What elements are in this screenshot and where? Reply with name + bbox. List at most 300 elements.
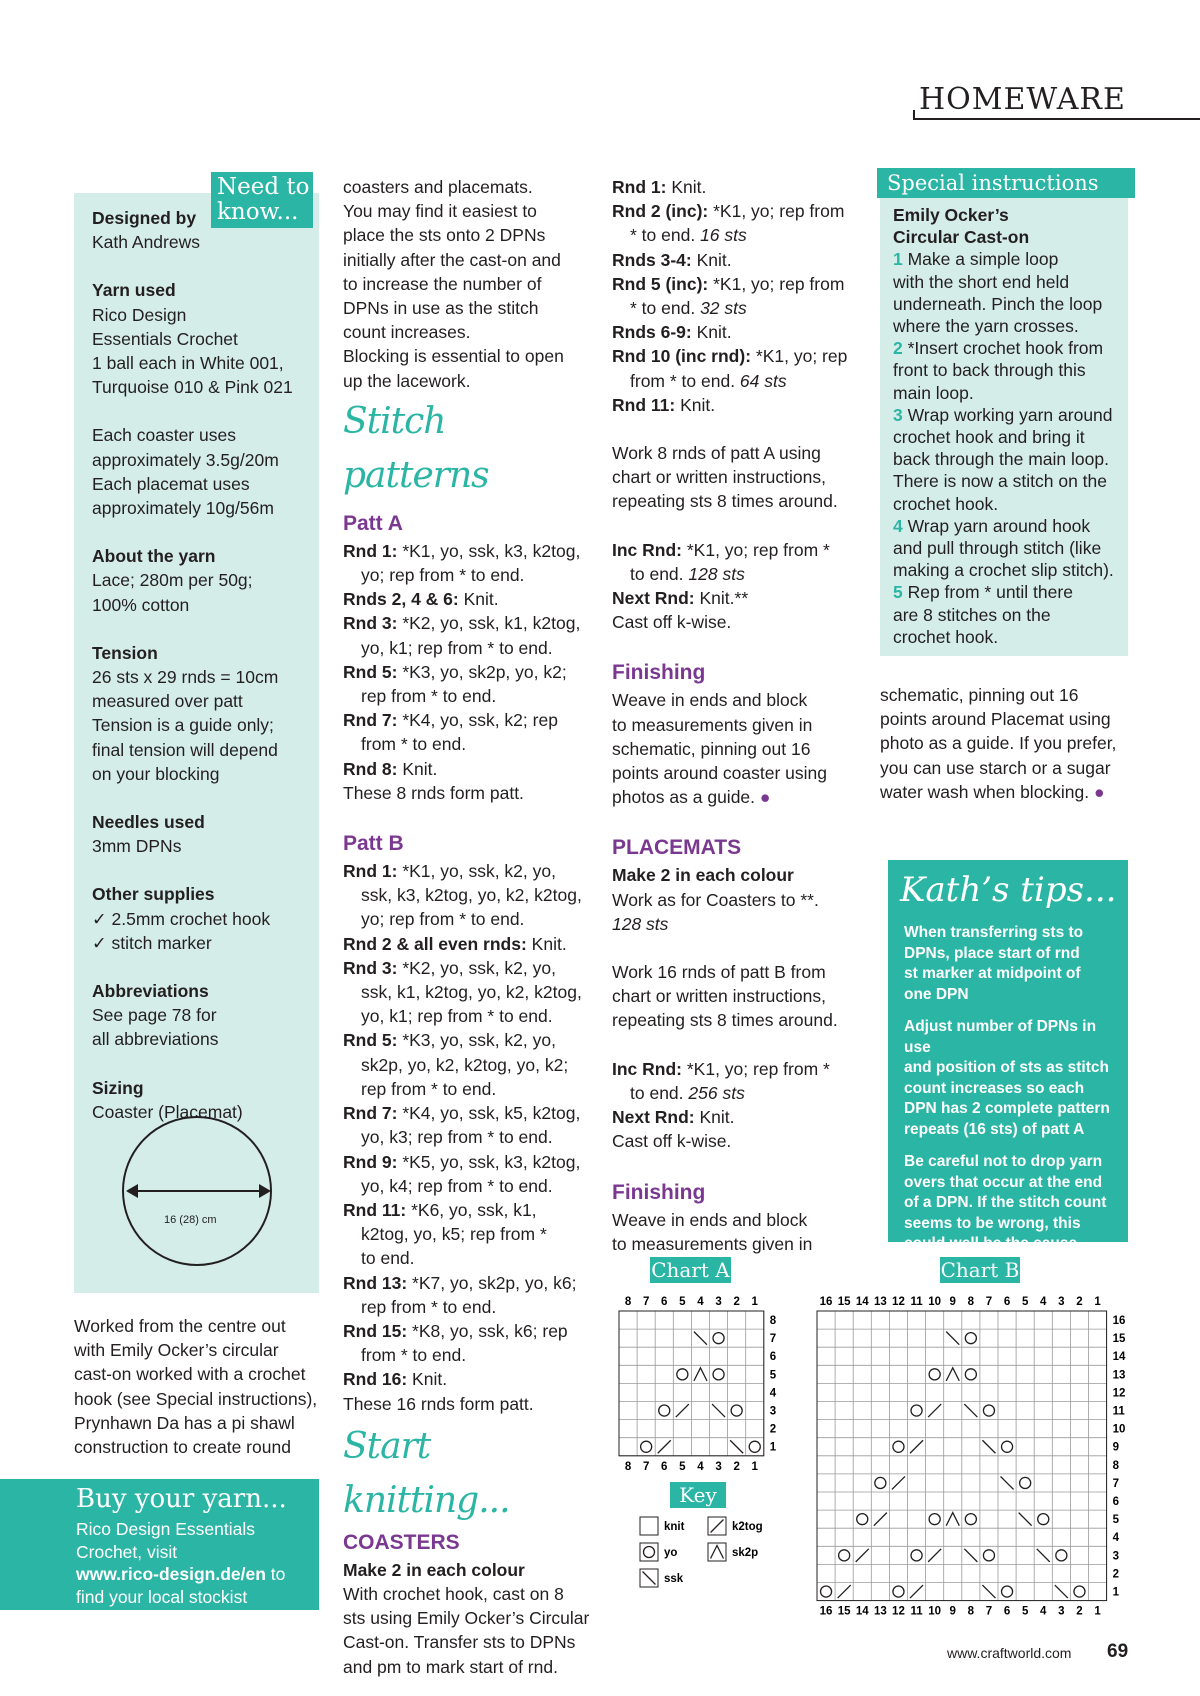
- pattern-row-label: Rnds 3-4:: [612, 249, 692, 270]
- chart-b-col-label: 9: [949, 1605, 956, 1618]
- pattern-row-text: Knit.: [458, 589, 499, 610]
- pattern-row-label: Rnd 5:: [343, 1030, 398, 1051]
- placemats-sts: 128 sts: [612, 913, 669, 934]
- buy-line: find your local stockist: [76, 1586, 248, 1607]
- footer-url[interactable]: www.craftworld.com: [947, 1645, 1072, 1661]
- cast-off: Cast off k-wise.: [612, 612, 732, 633]
- col4-line: you can use starch or a sugar: [880, 757, 1111, 778]
- chart-b-tab: Chart B: [940, 1258, 1020, 1282]
- chart-a-col-label: 7: [642, 1296, 650, 1308]
- pattern-row-continuation-text: yo, k1; rep from * to end.: [361, 637, 553, 658]
- special-step-text: main loop.: [893, 382, 974, 403]
- chart-b-col-label: 8: [967, 1605, 975, 1618]
- next2-label: Next Rnd:: [612, 1107, 695, 1128]
- special-step-text: crochet hook.: [893, 626, 999, 647]
- chart-b-row-label: 14: [1112, 1351, 1126, 1364]
- tip-line: Be careful not to drop yarn: [904, 1153, 1103, 1170]
- special-step-text: are 8 stitches on the: [893, 604, 1051, 625]
- pattern-row-continuation-text: rep from * to end.: [361, 1296, 497, 1317]
- chart-a-stitch-yo: [713, 1333, 724, 1344]
- chart-b-stitch-ssk: [946, 1332, 959, 1345]
- coasters-line: With crochet hook, cast on 8: [343, 1583, 564, 1604]
- col4-line: points around Placemat using: [880, 709, 1111, 730]
- tension-line: measured over patt: [92, 691, 243, 712]
- pattern-row-continuation-text: to end.: [361, 1248, 415, 1269]
- sizing: Coaster (Placemat): [92, 1101, 243, 1122]
- chart-b-col-label: 4: [1040, 1296, 1047, 1308]
- pattern-row-label: Rnd 1:: [343, 540, 398, 561]
- chart-b-stitch-ssk: [964, 1404, 977, 1417]
- chart-a-col-label: 5: [679, 1460, 686, 1473]
- intro-line: hook (see Special instructions),: [74, 1388, 318, 1409]
- pattern-row-label: Rnd 2 (inc):: [612, 201, 709, 222]
- inc2-cont: to end.: [630, 1082, 689, 1103]
- chart-b-row-label: 8: [1112, 1459, 1120, 1472]
- chart-b-stitch-yo: [965, 1514, 976, 1525]
- chart-b-col-label: 2: [1076, 1296, 1083, 1308]
- chart-a-col-label: 4: [697, 1460, 704, 1473]
- chart-b-stitch-yo: [1020, 1477, 1031, 1488]
- tension-label: Tension: [92, 642, 158, 663]
- pattern-row-text: Knit.: [675, 394, 716, 415]
- stitch-count: 64 sts: [739, 370, 787, 391]
- chart-b-stitch-k2tog: [856, 1549, 869, 1562]
- buy-line: Rico Design Essentials: [76, 1519, 255, 1539]
- pattern-row-text: *K3, yo, ssk, k2, yo,: [397, 1030, 556, 1051]
- key-symbol-yo: [643, 1546, 654, 1557]
- chart-b-col-label: 14: [855, 1296, 869, 1308]
- special-step-number: 5: [893, 582, 903, 603]
- pattern-row-text: *K4, yo, ssk, k5, k2tog,: [397, 1103, 581, 1124]
- chart-b-stitch-ssk: [1037, 1549, 1050, 1562]
- chart-a-col-label: 2: [733, 1296, 740, 1308]
- chart-b-stitch-k2tog: [928, 1549, 941, 1562]
- coasters-line: Cast-on. Transfer sts to DPNs: [343, 1632, 576, 1653]
- chart-b-stitch-ssk: [1019, 1513, 1032, 1526]
- finishing-title: Finishing: [612, 661, 706, 685]
- tip-line: overs that occur at the end: [904, 1173, 1103, 1191]
- chart-b-stitch-yo: [1074, 1586, 1085, 1597]
- pattern-row-text: Knit.: [397, 758, 438, 779]
- chart-b-col-label: 12: [892, 1605, 905, 1618]
- finishing-2-title: Finishing: [612, 1180, 706, 1204]
- pattern-row-text: Knit.: [691, 322, 732, 343]
- col3-line: Work 8 rnds of patt A using: [612, 443, 821, 464]
- chart-b-col-label: 14: [855, 1605, 869, 1618]
- chart-a-col-label: 3: [715, 1296, 722, 1308]
- chart-a-stitch-yo: [659, 1405, 670, 1416]
- yarn-line: Essentials Crochet: [92, 328, 238, 349]
- chart-b-stitch-ssk: [982, 1585, 995, 1598]
- chart-a-col-label: 2: [733, 1460, 740, 1473]
- placemats-title: PLACEMATS: [612, 836, 742, 860]
- special-step-text: where the yarn crosses.: [893, 316, 1079, 337]
- chart-a-stitch-yo: [641, 1441, 652, 1452]
- pattern-row-continuation-text: from * to end.: [361, 734, 467, 755]
- chart-b-stitch-yo: [983, 1550, 994, 1561]
- pattern-row-continuation-text: yo, k4; rep from * to end.: [361, 1175, 553, 1196]
- about-line: Lace; 280m per 50g;: [92, 570, 253, 591]
- special-step-text: Wrap working yarn around: [902, 404, 1113, 425]
- tension-line: final tension will depend: [92, 739, 278, 760]
- patt-b-title: Patt B: [343, 832, 404, 856]
- key-symbol-ssk: [643, 1572, 656, 1585]
- finishing-line: to measurements given in: [612, 714, 813, 735]
- chart-b-col-label: 9: [949, 1296, 956, 1308]
- chart-b-stitch-ssk: [982, 1440, 995, 1453]
- patt-a-closing: These 8 rnds form patt.: [343, 782, 524, 803]
- special-step-text: making a crochet slip stitch).: [893, 560, 1114, 581]
- stitch-count: 32 sts: [700, 298, 747, 319]
- pattern-row-text: *K1, yo; rep: [751, 346, 848, 367]
- chart-b-col-label: 15: [837, 1605, 851, 1618]
- chart-b-col-label: 4: [1040, 1605, 1047, 1618]
- chart-a-row-label: 4: [769, 1387, 777, 1400]
- chart-b-stitch-k2tog: [838, 1585, 851, 1598]
- chart-b-row-label: 1: [1112, 1586, 1120, 1599]
- chart-a-col-label: 6: [661, 1460, 668, 1473]
- special-step-text: with the short end held: [893, 271, 1070, 292]
- inc2-label: Inc Rnd:: [612, 1058, 682, 1079]
- supply-item: ✓ 2.5mm crochet hook: [92, 908, 271, 929]
- section-title: HOMEWARE: [919, 82, 1126, 117]
- pattern-row-continuation-text: from * to end.: [361, 1345, 467, 1366]
- pattern-row-label: Rnd 13:: [343, 1272, 408, 1293]
- chart-b-col-label: 7: [985, 1296, 993, 1308]
- col3-line: chart or written instructions,: [612, 986, 826, 1007]
- usage-line: Each coaster uses: [92, 425, 236, 446]
- designed-by-label: Designed by: [92, 208, 197, 228]
- chart-b-col-label: 1: [1094, 1296, 1101, 1308]
- pattern-row-continuation-text: sk2p, yo, k2, k2tog, yo, k2;: [361, 1054, 569, 1075]
- special-step-text: crochet hook.: [893, 493, 999, 514]
- finishing-line: points around coaster using: [612, 763, 827, 784]
- tip-line: Adjust number of DPNs in use: [904, 1018, 1097, 1056]
- chart-b-stitch-k2tog: [874, 1513, 887, 1526]
- key-label: k2tog: [732, 1521, 763, 1533]
- chart-a-stitch-yo: [713, 1369, 724, 1380]
- pattern-row-continuation-text: rep from * to end.: [361, 1078, 497, 1099]
- chart-b-col-label: 16: [819, 1296, 833, 1308]
- pattern-row-label: Rnd 15:: [343, 1320, 408, 1341]
- chart-b-row-label: 16: [1112, 1315, 1126, 1328]
- pattern-row-text: Knit.: [691, 249, 732, 270]
- key-label: yo: [664, 1547, 678, 1559]
- chart-b-row-label: 13: [1112, 1369, 1126, 1382]
- chart-b-stitch-ssk: [1055, 1585, 1068, 1598]
- special-step-text: front to back through this: [893, 360, 1086, 381]
- key-box: [640, 1517, 658, 1535]
- chart-a-stitch-ssk: [712, 1404, 725, 1417]
- special-title-line: Emily Ocker’s: [893, 205, 1009, 225]
- chart-b-stitch-yo: [1038, 1514, 1049, 1525]
- stitch-count: 16 sts: [700, 225, 747, 246]
- buy-line: Crochet, visit: [76, 1541, 178, 1562]
- pattern-row-label: Rnd 5:: [343, 661, 398, 682]
- chart-b-col-label: 15: [837, 1296, 851, 1308]
- special-step-number: 3: [893, 404, 903, 425]
- needles: 3mm DPNs: [92, 836, 182, 857]
- chart-b-col-label: 10: [928, 1296, 942, 1308]
- chart-a-stitch-yo: [731, 1405, 742, 1416]
- chart-a-row-label: 7: [769, 1333, 777, 1346]
- special-step-text: There is now a stitch on the: [893, 471, 1107, 492]
- pattern-row-label: Rnd 7:: [343, 710, 398, 731]
- special-step-number: 2: [893, 338, 903, 359]
- chart-a-col-label: 8: [624, 1296, 632, 1308]
- inc2-text: *K1, yo; rep from *: [682, 1058, 830, 1079]
- schematic-label: 16 (28) cm: [164, 1214, 217, 1226]
- chart-a-col-label: 7: [642, 1460, 650, 1473]
- chart-b-row-label: 3: [1112, 1550, 1120, 1563]
- chart-b-col-label: 5: [1021, 1605, 1029, 1618]
- tip-line: and position of sts as stitch: [904, 1059, 1109, 1076]
- finishing-line: photos as a guide.: [612, 787, 756, 808]
- special-step-number: 4: [893, 515, 903, 536]
- tip-line: DPNs, place start of rnd: [904, 944, 1080, 962]
- chart-b-stitch-k2tog: [892, 1476, 905, 1489]
- special-step-text: Wrap yarn around hook: [902, 515, 1091, 536]
- chart-b-col-label: 3: [1058, 1605, 1065, 1618]
- chart-b-stitch-k2tog: [910, 1440, 923, 1453]
- chart-b-stitch-yo: [965, 1369, 976, 1380]
- chart-a-stitch-yo: [749, 1441, 760, 1452]
- pattern-row-text: *K2, yo, ssk, k2, yo,: [397, 957, 556, 978]
- patt-a-title: Patt A: [343, 511, 403, 535]
- chart-b-col-label: 6: [1003, 1296, 1011, 1308]
- chart-b-col-label: 5: [1021, 1296, 1029, 1308]
- sizing-label: Sizing: [92, 1077, 144, 1098]
- col2-line: coasters and placemats.: [343, 177, 533, 197]
- rico-link[interactable]: www.rico-design.de/en: [76, 1564, 266, 1584]
- chart-a-col-label: 3: [715, 1460, 722, 1473]
- chart-a-stitch-k2tog: [676, 1404, 689, 1417]
- col4-line: schematic, pinning out 16: [880, 685, 1079, 705]
- chart-b-row-label: 4: [1112, 1532, 1120, 1545]
- chart-b-col-label: 10: [928, 1605, 942, 1618]
- pattern-row-text: Knit.: [526, 933, 567, 954]
- col3-line: repeating sts 8 times around.: [612, 491, 838, 512]
- pattern-row-continuation-text: * to end.: [630, 225, 701, 246]
- chart-b-stitch-k2tog: [910, 1585, 923, 1598]
- chart-b-col-label: 8: [967, 1296, 975, 1308]
- chart-a-row-label: 3: [769, 1405, 777, 1418]
- chart-b-stitch-yo: [965, 1333, 976, 1344]
- chart-a-row-label: 1: [769, 1441, 777, 1454]
- col2-line: place the sts onto 2 DPNs: [343, 225, 546, 246]
- yarn-line: Turquoise 010 & Pink 021: [92, 377, 293, 398]
- usage-line: Each placemat uses: [92, 473, 250, 494]
- chart-b-stitch-yo: [821, 1586, 832, 1597]
- pattern-row-label: Rnd 1:: [343, 861, 398, 882]
- intro-line: with Emily Ocker’s circular: [74, 1340, 279, 1361]
- placemats-work: Work as for Coasters to **.: [612, 889, 819, 910]
- col4-line: water wash when blocking.: [880, 781, 1090, 802]
- supplies-label: Other supplies: [92, 884, 215, 905]
- col2-line: count increases.: [343, 322, 471, 343]
- col3-line: repeating sts 8 times around.: [612, 1010, 838, 1031]
- page-number: 69: [1107, 1641, 1129, 1662]
- chart-a-stitch-k2tog: [658, 1440, 671, 1453]
- pattern-row-label: Rnd 3:: [343, 957, 398, 978]
- abbrev-line: See page 78 for: [92, 1005, 217, 1026]
- chart-b-col-label: 16: [819, 1605, 833, 1618]
- chart-b-row-label: 15: [1112, 1333, 1126, 1346]
- chart-b-stitch-yo: [983, 1405, 994, 1416]
- key-label: sk2p: [732, 1547, 759, 1559]
- buy-line: to: [265, 1564, 286, 1584]
- chart-b-col-label: 13: [873, 1296, 887, 1308]
- tension-line: 26 sts x 29 rnds = 10cm: [92, 667, 279, 688]
- chart-b-col-label: 6: [1003, 1605, 1011, 1618]
- chart-b-stitch-sk2p: [946, 1368, 959, 1381]
- pattern-row-text: *K8, yo, ssk, k6; rep: [407, 1320, 568, 1341]
- special-title-line: Circular Cast-on: [893, 227, 1030, 248]
- next-text: Knit.**: [694, 588, 749, 609]
- pattern-row-text: *K1, yo; rep from: [708, 201, 845, 222]
- chart-a-tab: Chart A: [651, 1258, 730, 1282]
- yarn-line: Rico Design: [92, 304, 187, 325]
- coasters-line: and pm to mark start of rnd.: [343, 1656, 558, 1677]
- tip-line: of a DPN. If the stitch count: [904, 1194, 1107, 1211]
- usage-line: approximately 3.5g/20m: [92, 449, 279, 470]
- chart-a-row-label: 2: [769, 1423, 777, 1436]
- inc-text: *K1, yo; rep from *: [682, 539, 830, 560]
- key-label: knit: [664, 1521, 685, 1533]
- next-label: Next Rnd:: [612, 588, 695, 609]
- chart-a-row-label: 8: [769, 1315, 777, 1328]
- col2-line: DPNs in use as the stitch: [343, 298, 539, 319]
- col2-line: Blocking is essential to open: [343, 346, 564, 367]
- special-step-number: 1: [893, 249, 903, 270]
- pattern-row-text: *K5, yo, ssk, k3, k2tog,: [397, 1151, 581, 1172]
- pattern-row-label: Rnd 5 (inc):: [612, 273, 709, 294]
- pattern-row-label: Rnds 2, 4 & 6:: [343, 589, 459, 610]
- chart-b-row-label: 2: [1112, 1568, 1120, 1581]
- chart-b-col-label: 11: [910, 1605, 923, 1618]
- chart-b-stitch-yo: [1002, 1441, 1013, 1452]
- special-step-text: and pull through stitch (like: [893, 538, 1102, 559]
- chart-b-stitch-ssk: [1001, 1476, 1014, 1489]
- tip-line: When transferring sts to: [904, 924, 1084, 941]
- pattern-row-text: *K3, yo, sk2p, yo, k2;: [397, 661, 567, 682]
- pattern-row-text: Knit.: [407, 1369, 448, 1390]
- placemats-make: Make 2 in each colour: [612, 865, 794, 886]
- chart-a-col-label: 1: [751, 1460, 758, 1473]
- finishing-2-line: Weave in ends and block: [612, 1209, 808, 1230]
- pattern-row-continuation-text: yo; rep from * to end.: [361, 565, 525, 586]
- chart-a-col-label: 5: [679, 1296, 686, 1308]
- finishing-line: schematic, pinning out 16: [612, 738, 811, 759]
- special-step-text: *Insert crochet hook from: [902, 338, 1104, 359]
- col2-line: You may find it easiest to: [343, 201, 537, 222]
- tension-line: on your blocking: [92, 763, 220, 784]
- yarn-line: 1 ball each in White 001,: [92, 353, 284, 374]
- chart-b-stitch-yo: [875, 1477, 886, 1488]
- chart-b-stitch-ssk: [964, 1549, 977, 1562]
- abbreviations-label: Abbreviations: [92, 981, 209, 1002]
- special-step-text: underneath. Pinch the loop: [893, 293, 1103, 314]
- col4-line: photo as a guide. If you prefer,: [880, 733, 1117, 754]
- chart-b-stitch-sk2p: [946, 1513, 959, 1526]
- yarn-ball-icon: ●: [1094, 781, 1105, 802]
- special-step-text: Rep from * until there: [902, 582, 1073, 603]
- chart-b-col-label: 1: [1094, 1605, 1101, 1618]
- col3-line: Work 16 rnds of patt B from: [612, 962, 826, 983]
- col3-line: chart or written instructions,: [612, 467, 826, 488]
- chart-a-col-label: 8: [624, 1460, 632, 1473]
- tips-title: Kath’s tips...: [900, 870, 1117, 910]
- tension-line: Tension is a guide only;: [92, 715, 274, 736]
- pattern-row-text: *K4, yo, ssk, k2; rep: [397, 710, 558, 731]
- inc-cont: to end.: [630, 563, 689, 584]
- key-symbol-k2tog: [711, 1520, 724, 1533]
- designer-name: Kath Andrews: [92, 232, 200, 253]
- needles-label: Needles used: [92, 812, 205, 833]
- pattern-row-continuation-text: yo; rep from * to end.: [361, 909, 525, 930]
- yarn-label: Yarn used: [92, 280, 176, 301]
- pattern-row-label: Rnd 9:: [343, 1151, 398, 1172]
- buy-yarn-title: Buy your yarn...: [76, 1484, 287, 1514]
- inc2-sts: 256 sts: [688, 1082, 745, 1103]
- supply-item: ✓ stitch marker: [92, 932, 212, 953]
- chart-b-col-label: 12: [892, 1296, 905, 1308]
- pattern-row-text: Knit.: [666, 177, 707, 197]
- chart-b-col-label: 13: [873, 1605, 887, 1618]
- chart-b-stitch-yo: [893, 1586, 904, 1597]
- special-step-text: Make a simple loop: [902, 249, 1059, 270]
- inc-label: Inc Rnd:: [612, 539, 682, 560]
- chart-a-col-label: 1: [751, 1296, 758, 1308]
- pattern-row-label: Rnd 8:: [343, 758, 398, 779]
- finishing-2-line: to measurements given in: [612, 1233, 813, 1254]
- start-knitting-heading: Start knitting...: [343, 1425, 510, 1521]
- chart-b-stitch-yo: [911, 1405, 922, 1416]
- tip-line: seems to be wrong, this: [904, 1214, 1081, 1232]
- chart-b-stitch-yo: [839, 1550, 850, 1561]
- pattern-row-continuation-text: yo, k3; rep from * to end.: [361, 1127, 553, 1148]
- abbrev-line: all abbreviations: [92, 1029, 219, 1050]
- chart-b-col-label: 11: [910, 1296, 923, 1308]
- chart-b-stitch-yo: [929, 1514, 940, 1525]
- cast-off-2: Cast off k-wise.: [612, 1131, 732, 1152]
- finishing-line: Weave in ends and block: [612, 690, 808, 711]
- chart-a-row-label: 5: [769, 1369, 777, 1382]
- intro-line: construction to create round: [74, 1437, 291, 1458]
- intro-line: cast-on worked with a crochet: [74, 1364, 306, 1385]
- chart-a-stitch-ssk: [730, 1440, 743, 1453]
- tip-line: repeats (16 sts) of patt A: [904, 1120, 1085, 1138]
- tip-line: could well be the cause: [904, 1235, 1078, 1252]
- pattern-row-continuation-text: * to end.: [630, 298, 701, 319]
- special-step-text: crochet hook and bring it: [893, 427, 1085, 448]
- chart-b-stitch-yo: [929, 1369, 940, 1380]
- intro-line: Worked from the centre out: [74, 1316, 286, 1336]
- pattern-row-label: Rnd 11:: [343, 1199, 407, 1220]
- chart-b-col-label: 7: [985, 1605, 993, 1618]
- chart-b-row-label: 7: [1112, 1477, 1120, 1490]
- yarn-ball-icon: ●: [759, 787, 771, 808]
- pattern-row-label: Rnd 2 & all even rnds:: [343, 933, 527, 954]
- inc-sts: 128 sts: [688, 563, 745, 584]
- col2-line: initially after the cast-on and: [343, 249, 561, 270]
- coasters-title: COASTERS: [343, 1530, 460, 1554]
- tip-line: count increases so each: [904, 1079, 1085, 1097]
- chart-b-row-label: 5: [1112, 1514, 1120, 1527]
- key-symbol-sk2p: [711, 1546, 724, 1559]
- pattern-row-continuation-text: yo, k1; rep from * to end.: [361, 1006, 553, 1027]
- pattern-row-text: *K1, yo, ssk, k3, k2tog,: [397, 540, 581, 561]
